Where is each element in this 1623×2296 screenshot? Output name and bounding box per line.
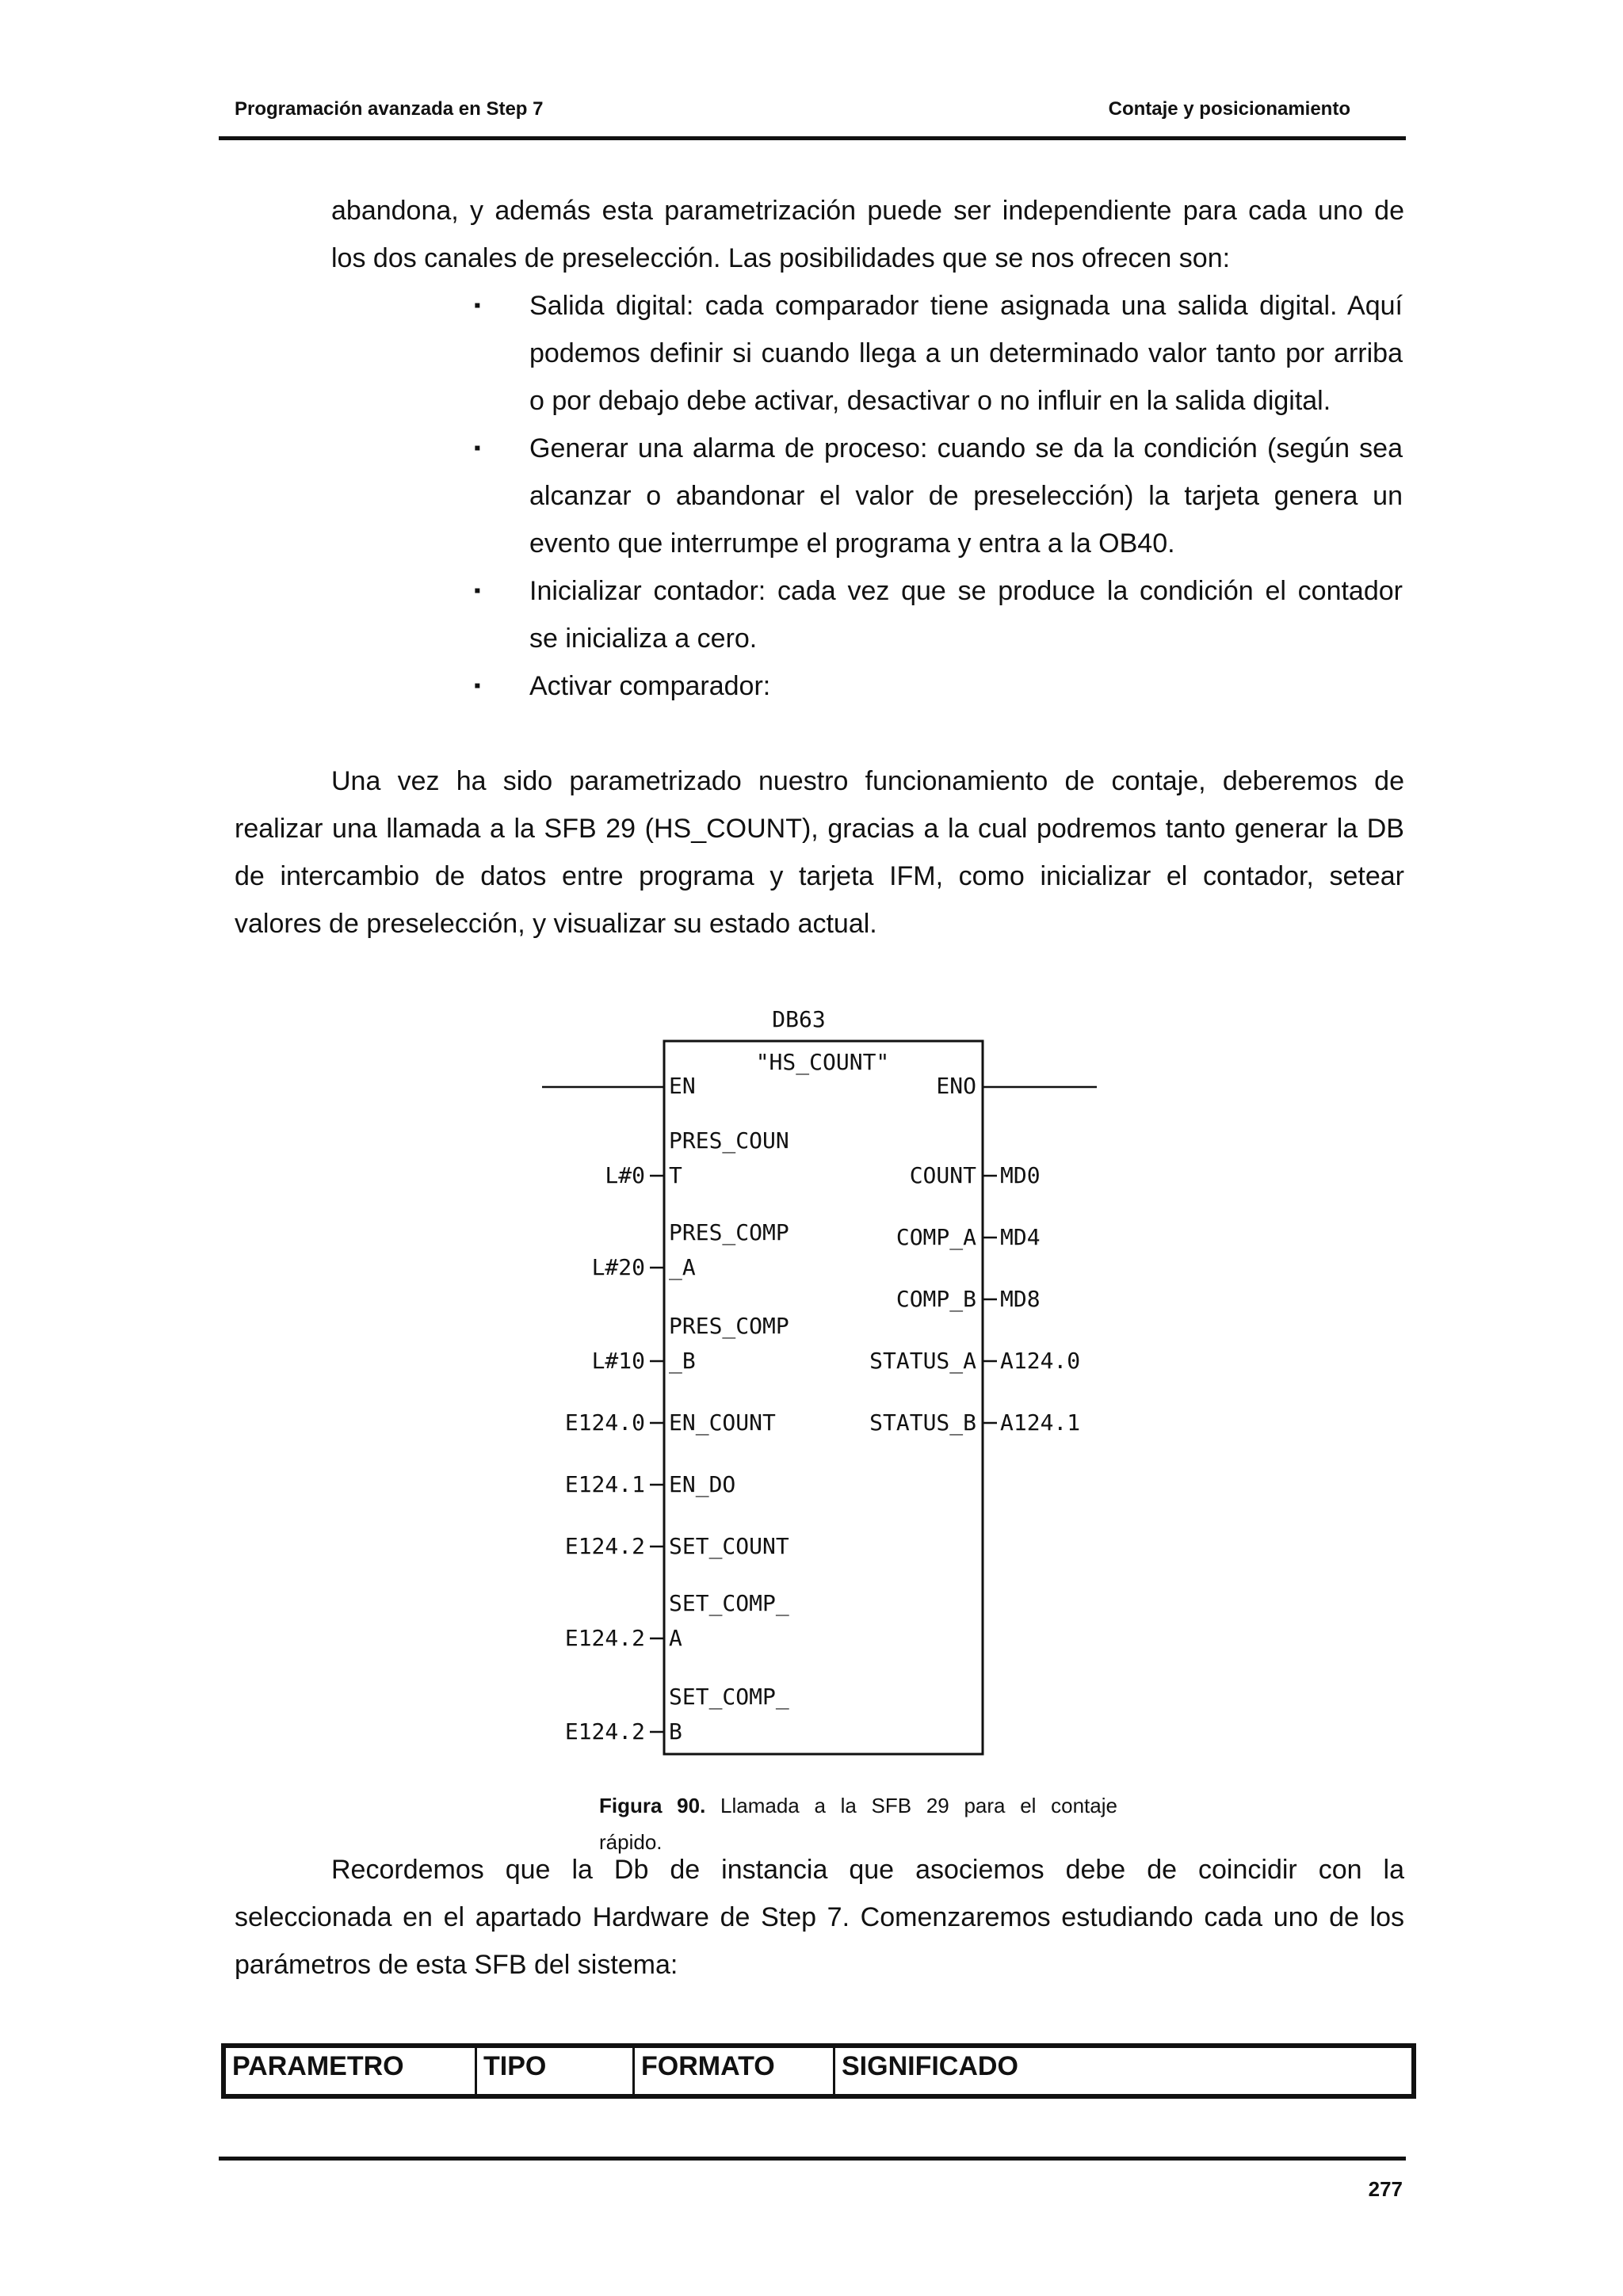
- text-line: evento que interrumpe el programa y entra a la OB40.: [529, 528, 1175, 559]
- column-header: PARAMETRO: [225, 2047, 476, 2096]
- caption-line: [599, 1787, 1117, 1824]
- hs-count-fbd-diagram: [523, 1000, 1125, 1760]
- output-pin-label: COMP_B: [896, 1286, 976, 1312]
- bullet-marker: ▪: [474, 437, 481, 459]
- input-pin-label: _B: [669, 1348, 696, 1374]
- fbd-pins: [565, 1127, 1080, 1745]
- column-header: TIPO: [476, 2047, 634, 2096]
- input-pin-label: _A: [669, 1254, 696, 1280]
- output-operand: A124.1: [1000, 1409, 1081, 1436]
- output-operand: MD0: [1000, 1162, 1041, 1188]
- input-pin-label: A: [669, 1625, 682, 1651]
- input-pin-label: PRES_COMP: [669, 1313, 789, 1339]
- bullet-item: [529, 662, 1403, 710]
- input-pin-label: SET_COMP_: [669, 1684, 789, 1710]
- input-pin-label: SET_COUNT: [669, 1533, 789, 1559]
- text-line: alcanzar o abandonar el valor de preselección) la tarjeta genera un: [529, 481, 1403, 511]
- text-line: seleccionada en el apartado Hardware de Step 7. Comenzaremos estudiando cada uno de los: [235, 1902, 1404, 1932]
- text-line: o por debajo debe activar, desactivar o no influir en la salida digital.: [529, 386, 1331, 416]
- text-line: Activar comparador:: [529, 671, 771, 701]
- text-line: Generar una alarma de proceso: cuando se da la condición (según sea: [529, 433, 1403, 463]
- text-line: valores de preselección, y visualizar su estado actual.: [235, 909, 877, 939]
- bullet-marker: ▪: [474, 580, 481, 601]
- output-operand: MD4: [1000, 1224, 1041, 1250]
- block-name-label: "HS_COUNT": [755, 1049, 890, 1075]
- input-operand: E124.2: [564, 1718, 645, 1745]
- bullet-marker: ▪: [474, 295, 481, 316]
- input-pin-label: EN_DO: [669, 1471, 736, 1497]
- footer-rule: [219, 2157, 1406, 2161]
- text-line: de intercambio de datos entre programa y tarjeta IFM, como inicializar el contador, setear: [235, 861, 1404, 891]
- text-line: se inicializa a cero.: [529, 624, 758, 654]
- text-line: Inicializar contador: cada vez que se produce la condición el contador: [529, 576, 1403, 606]
- running-header-title: Programación avanzada en Step 7: [235, 98, 544, 120]
- input-operand: E124.2: [564, 1533, 645, 1559]
- text-line: Recordemos que la Db de instancia que asociemos debe de coincidir con la: [331, 1855, 1404, 1885]
- input-operand: E124.1: [564, 1471, 645, 1497]
- input-operand: E124.2: [564, 1625, 645, 1651]
- running-header-chapter: Contaje y posicionamiento: [1108, 98, 1350, 120]
- input-pin-label: PRES_COUN: [669, 1127, 789, 1154]
- bullet-item: [529, 425, 1403, 567]
- instance-db-label: DB63: [772, 1006, 826, 1032]
- caption-text: Llamada a la SFB 29 para el contaje: [720, 1794, 1117, 1817]
- input-operand: E124.0: [564, 1409, 645, 1436]
- input-pin-label: EN_COUNT: [669, 1409, 776, 1436]
- text-line: podemos definir si cuando llega a un determinado valor tanto por arriba: [529, 338, 1403, 368]
- input-pin-label: PRES_COMP: [669, 1219, 789, 1245]
- input-pin-label: SET_COMP_: [669, 1590, 789, 1616]
- header-rule: [219, 136, 1406, 140]
- input-pin-label: T: [669, 1162, 682, 1188]
- text-line: realizar una llamada a la SFB 29 (HS_COUNT), gracias a la cual podremos tanto generar la DB: [235, 814, 1404, 844]
- output-operand: A124.0: [1000, 1348, 1081, 1374]
- column-header: SIGNIFICADO: [834, 2047, 1413, 2096]
- text-line: los dos canales de preselección. Las posibilidades que se nos ofrecen son:: [331, 243, 1231, 273]
- intro-paragraph: [331, 187, 1404, 282]
- page-number: 277: [1368, 2177, 1403, 2201]
- output-pin-label: STATUS_A: [869, 1348, 976, 1374]
- output-pin-label: COUNT: [909, 1162, 976, 1188]
- caption-label: Figura 90.: [599, 1794, 706, 1817]
- bullet-item: [529, 567, 1403, 662]
- column-header: FORMATO: [634, 2047, 834, 2096]
- body-paragraph: [235, 757, 1404, 948]
- bullet-marker: ▪: [474, 675, 481, 696]
- input-operand: L#20: [591, 1254, 645, 1280]
- caption-line: rápido.: [599, 1830, 663, 1854]
- en-pin-label: EN: [669, 1073, 696, 1099]
- table-header-row: [225, 2047, 1413, 2096]
- parameters-table: [223, 2046, 1414, 2096]
- text-line: abandona, y además esta parametrización puede ser independiente para cada uno de: [331, 196, 1404, 226]
- output-operand: MD8: [1000, 1286, 1041, 1312]
- output-pin-label: STATUS_B: [869, 1409, 976, 1436]
- body-paragraph: [235, 1846, 1404, 1989]
- output-pin-label: COMP_A: [896, 1224, 976, 1250]
- input-operand: L#10: [591, 1348, 645, 1374]
- input-operand: L#0: [605, 1162, 645, 1188]
- bullet-item: [529, 282, 1403, 425]
- text-line: parámetros de esta SFB del sistema:: [235, 1950, 678, 1980]
- text-line: Salida digital: cada comparador tiene asignada una salida digital. Aquí: [529, 291, 1403, 321]
- eno-pin-label: ENO: [936, 1073, 976, 1099]
- text-line: Una vez ha sido parametrizado nuestro funcionamiento de contaje, deberemos de: [331, 766, 1404, 796]
- input-pin-label: B: [669, 1718, 682, 1745]
